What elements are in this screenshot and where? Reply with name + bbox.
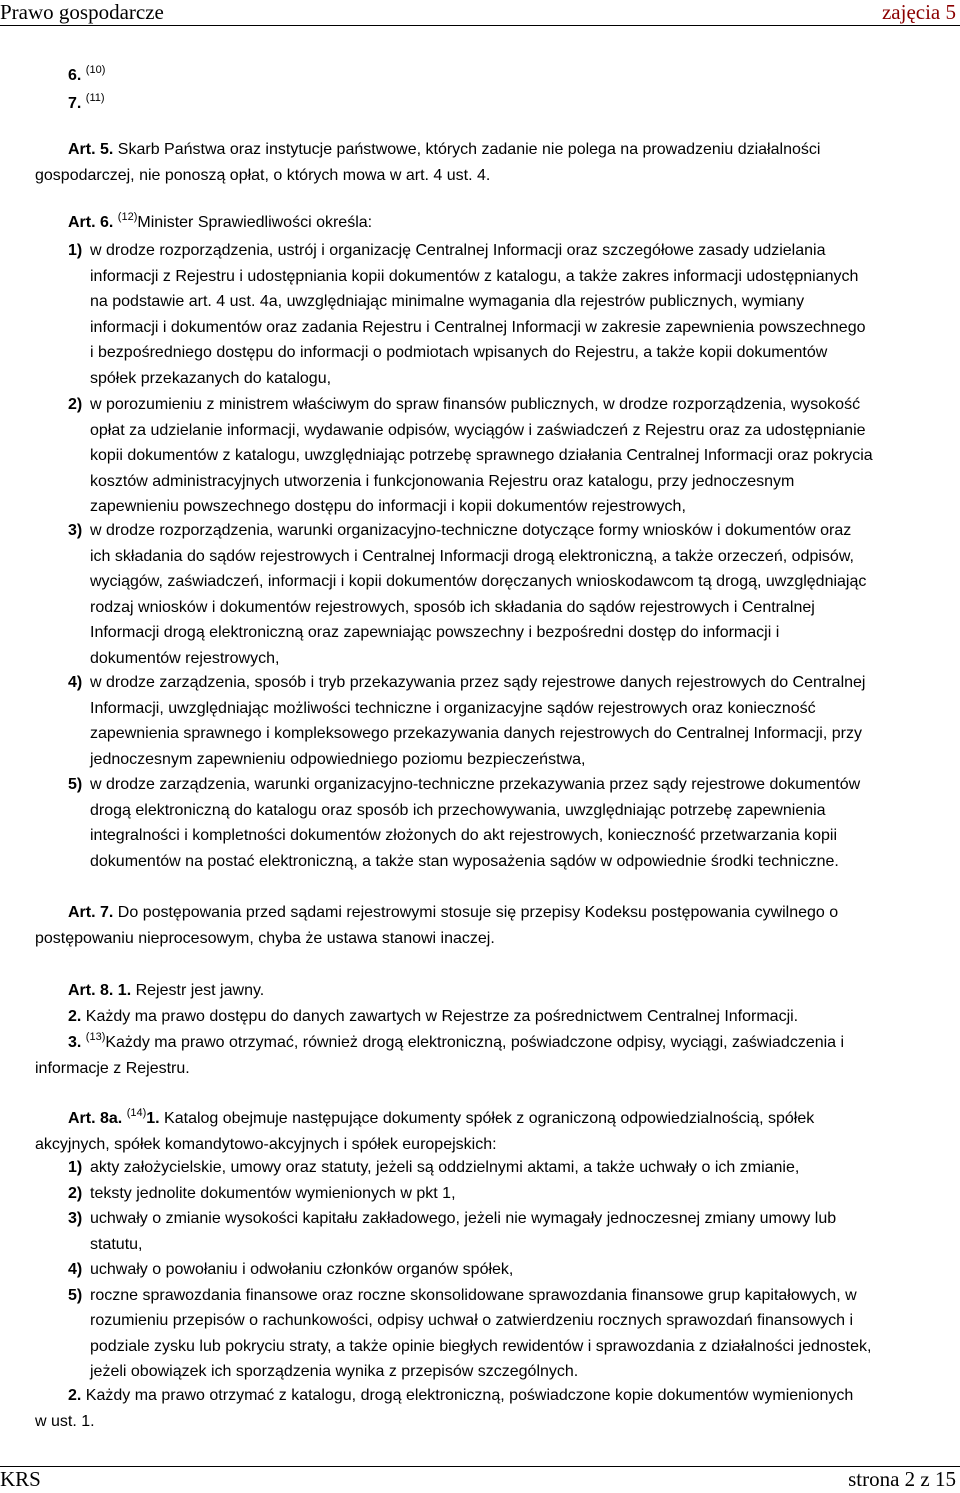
article-5 bbox=[35, 137, 820, 189]
paragraph-number: 3. bbox=[68, 1034, 82, 1051]
list-line: w porozumieniu z ministrem właściwym do spraw finansów publicznych, w drodze rozporządzenia, wysokość bbox=[90, 396, 861, 413]
paragraph-text: Rejestr jest jawny. bbox=[131, 982, 265, 999]
article-intro: Minister Sprawiedliwości określa: bbox=[137, 214, 373, 231]
article-label: Art. 8. bbox=[68, 982, 114, 999]
footnote-item bbox=[68, 62, 105, 90]
list-line: kosztów administracyjnych utworzenia i funkcjonowania Rejestru oraz katalogu, przy jednoczesnym bbox=[90, 472, 795, 490]
list-line: rozumieniu przepisów o rachunkowości, odpisy uchwał o zatwierdzeniu rocznych sprawozdań finansowych i bbox=[90, 1312, 854, 1329]
list-line: jeżeli obowiązek ich sporządzenia wynika z przepisów szczególnych. bbox=[90, 1363, 579, 1380]
article-8 bbox=[35, 978, 844, 1082]
list-item bbox=[68, 1206, 871, 1257]
article-8a-para-2 bbox=[35, 1383, 853, 1435]
article-label: Art. 8a. bbox=[68, 1110, 123, 1127]
paragraph-text: Każdy ma prawo otrzymać, również drogą elektroniczną, poświadczone odpisy, wyciągi, zaświadczenia i bbox=[105, 1034, 845, 1051]
list-item bbox=[68, 238, 866, 391]
list-line: roczne sprawozdania finansowe oraz roczne skonsolidowane sprawozdania finansowe grup kapitałowych, w bbox=[90, 1286, 857, 1304]
list-line: teksty jednolite dokumentów wymienionych w pkt 1, bbox=[90, 1184, 456, 1202]
header-title: Prawo gospodarcze bbox=[0, 0, 164, 24]
list-line: dokumentów na postać elektroniczną, a także stan wyposażenia sądów w odpowiednie środki techniczne. bbox=[90, 852, 839, 870]
list-line: w drodze zarządzenia, sposób i tryb przekazywania przez sądy rejestrowe danych rejestrowych do Centralnej bbox=[90, 674, 866, 691]
footer-label: KRS bbox=[0, 1467, 41, 1491]
list-line: uchwały o zmianie wysokości kapitału zakładowego, jeżeli nie wymagały jednoczesnej zmiany umowy lub bbox=[90, 1210, 837, 1227]
article-8a-list bbox=[68, 1155, 871, 1385]
paragraph-text: Katalog obejmuje następujące dokumenty spółek z ograniczoną odpowiedzialnością, spółek bbox=[159, 1110, 815, 1127]
list-line: w drodze zarządzenia, warunki organizacyjno-techniczne przekazywania przez sądy rejestrowe dokumentów bbox=[90, 776, 861, 793]
article-7 bbox=[35, 900, 838, 952]
footnote-ref: (10) bbox=[85, 64, 106, 76]
list-item bbox=[68, 1155, 871, 1181]
list-item bbox=[68, 670, 865, 772]
list-line: na podstawie art. 4 ust. 4a, uwzględniając minimalne wymagania dla rejestrów publicznych, wymiany bbox=[90, 293, 805, 310]
list-line: wyciągów, zaświadczeń, informacji i kopii dokumentów doręczanych wnioskodawcom tą drogą, uwzględniając bbox=[90, 573, 867, 590]
paragraph-number: 2. bbox=[68, 1008, 82, 1025]
list-line: zapewnieniu powszechnego dostępu do informacji i kopii dokumentów rejestrowych, bbox=[90, 498, 686, 515]
list-number: 5) bbox=[68, 1286, 83, 1304]
article-8a bbox=[35, 1106, 814, 1158]
list-number: 2) bbox=[68, 1184, 83, 1202]
list-number: 5) bbox=[68, 776, 83, 793]
list-line: Informacji drogą elektroniczną oraz zapewniając powszechny i bezpośredni dostęp do informacji i bbox=[90, 624, 780, 641]
paragraph-number: 2. bbox=[68, 1387, 82, 1404]
article-text: gospodarczej, nie ponoszą opłat, o których mowa w art. 4 ust. 4. bbox=[35, 167, 491, 184]
list-line: rodzaj wniosków i dokumentów rejestrowych, sposób ich składania do sądów rejestrowych i Centralnej bbox=[90, 598, 815, 616]
paragraph-text: w ust. 1. bbox=[35, 1413, 95, 1430]
list-line: uchwały o powołaniu i odwołaniu członków organów spółek, bbox=[90, 1261, 514, 1278]
list-number: 3) bbox=[68, 522, 83, 539]
list-line: integralności i kompletności dokumentów złożonych do akt rejestrowych, konieczność przetwarzania kopii bbox=[90, 827, 838, 844]
article-text: Skarb Państwa oraz instytucje państwowe, których zadanie nie polega na prowadzeniu działalności bbox=[113, 141, 821, 158]
list-line: akty założycielskie, umowy oraz statuty, jeżeli są oddzielnymi aktami, a także uchwały o ich zmianie, bbox=[90, 1159, 800, 1176]
paragraph-text: Każdy ma prawo dostępu do danych zawartych w Rejestrze za pośrednictwem Centralnej Informacji. bbox=[81, 1008, 799, 1025]
article-label: Art. 6. bbox=[68, 214, 114, 231]
footnote-list bbox=[68, 62, 105, 118]
list-line: informacji z Rejestru i udostępniania kopii dokumentów z katalogu, a także zakres informacji udostępnianych bbox=[90, 267, 859, 285]
list-line: spółek przekazanych do katalogu, bbox=[90, 369, 332, 387]
list-line: Informacji, uwzględniając możliwości techniczne i organizacyjne sądów rejestrowych oraz konieczność bbox=[90, 699, 816, 717]
footnote-ref: (11) bbox=[85, 92, 105, 104]
footnote-number: 7. bbox=[68, 95, 82, 112]
article-text: Do postępowania przed sądami rejestrowymi stosuje się przepisy Kodeksu postępowania cywilnego o bbox=[113, 904, 839, 921]
list-line: drogą elektroniczną do katalogu oraz sposób ich przechowywania, uwzględniając potrzebę zapewnienia bbox=[90, 801, 826, 819]
list-line: i bezpośredniego dostępu do informacji o podmiotach wpisanych do Rejestru, a także kopii dokumentów bbox=[90, 344, 828, 361]
footnote-ref: (14) bbox=[126, 1107, 147, 1119]
article-label: Art. 7. bbox=[68, 904, 114, 921]
list-item bbox=[68, 772, 860, 874]
footnote-ref: (12) bbox=[117, 211, 138, 223]
list-line: w drodze rozporządzenia, warunki organizacyjno-techniczne dotyczące formy wniosków i dokumentów oraz bbox=[90, 522, 852, 539]
page-number: strona 2 z 15 bbox=[848, 1467, 956, 1491]
list-number: 1) bbox=[68, 1159, 83, 1176]
list-item bbox=[68, 518, 866, 671]
paragraph-text: informacje z Rejestru. bbox=[35, 1060, 190, 1077]
list-line: ich składania do sądów rejestrowych i Centralnej Informacji drogą elektroniczną, a także orzeczeń, odpisów, bbox=[90, 547, 854, 565]
footer-divider bbox=[0, 1466, 960, 1467]
list-number: 3) bbox=[68, 1210, 83, 1227]
list-line: jednoczesnym zapewnieniu odpowiedniego poziomu bezpieczeństwa, bbox=[90, 750, 586, 768]
header-session: zajęcia 5 bbox=[881, 0, 956, 24]
list-number: 2) bbox=[68, 396, 83, 413]
article-6 bbox=[68, 210, 372, 236]
list-number: 4) bbox=[68, 674, 83, 691]
list-line: statutu, bbox=[90, 1235, 143, 1253]
article-6-list bbox=[68, 238, 866, 391]
list-item bbox=[68, 1283, 871, 1385]
article-label: Art. 5. bbox=[68, 141, 114, 158]
list-item bbox=[68, 1181, 871, 1207]
paragraph-number: 1. bbox=[117, 982, 132, 999]
footnote-ref: (13) bbox=[85, 1031, 106, 1043]
list-line: zapewnienia sprawnego i kompleksowego przekazywania danych rejestrowych do Centralnej Informacji, przy bbox=[90, 725, 862, 742]
list-line: kopii dokumentów z katalogu, uwzględniając potrzebę sprawnego działania Centralnej Informacji oraz pokrycia bbox=[90, 447, 873, 464]
list-number: 4) bbox=[68, 1261, 83, 1278]
list-line: informacji i dokumentów oraz zadania Rejestru i Centralnej Informacji w zakresie zapewnienia powszechnego bbox=[90, 318, 866, 336]
header-divider bbox=[0, 25, 960, 26]
list-line: dokumentów rejestrowych, bbox=[90, 649, 280, 667]
list-item bbox=[68, 1257, 871, 1283]
list-line: podziale zysku lub pokryciu straty, a także opinie biegłych rewidentów i sprawozdania z działalności jednostek, bbox=[90, 1337, 872, 1355]
paragraph-text: Każdy ma prawo otrzymać z katalogu, drogą elektroniczną, poświadczone kopie dokumentów wymienionych bbox=[81, 1387, 854, 1404]
footnote-item bbox=[68, 90, 105, 118]
paragraph-text: akcyjnych, spółek komandytowo-akcyjnych i spółek europejskich: bbox=[35, 1136, 497, 1153]
list-item bbox=[68, 392, 873, 520]
paragraph-number: 1. bbox=[146, 1110, 160, 1127]
list-line: w drodze rozporządzenia, ustrój i organizację Centralnej Informacji oraz szczegółowe zasady udzielania bbox=[90, 242, 826, 259]
article-text: postępowaniu nieprocesowym, chyba że ustawa stanowi inaczej. bbox=[35, 930, 495, 947]
list-number: 1) bbox=[68, 242, 83, 259]
list-line: opłat za udzielanie informacji, wydawanie odpisów, wyciągów i zaświadczeń z Rejestru oraz za udostępnianie bbox=[90, 421, 866, 439]
footnote-number: 6. bbox=[68, 67, 82, 84]
